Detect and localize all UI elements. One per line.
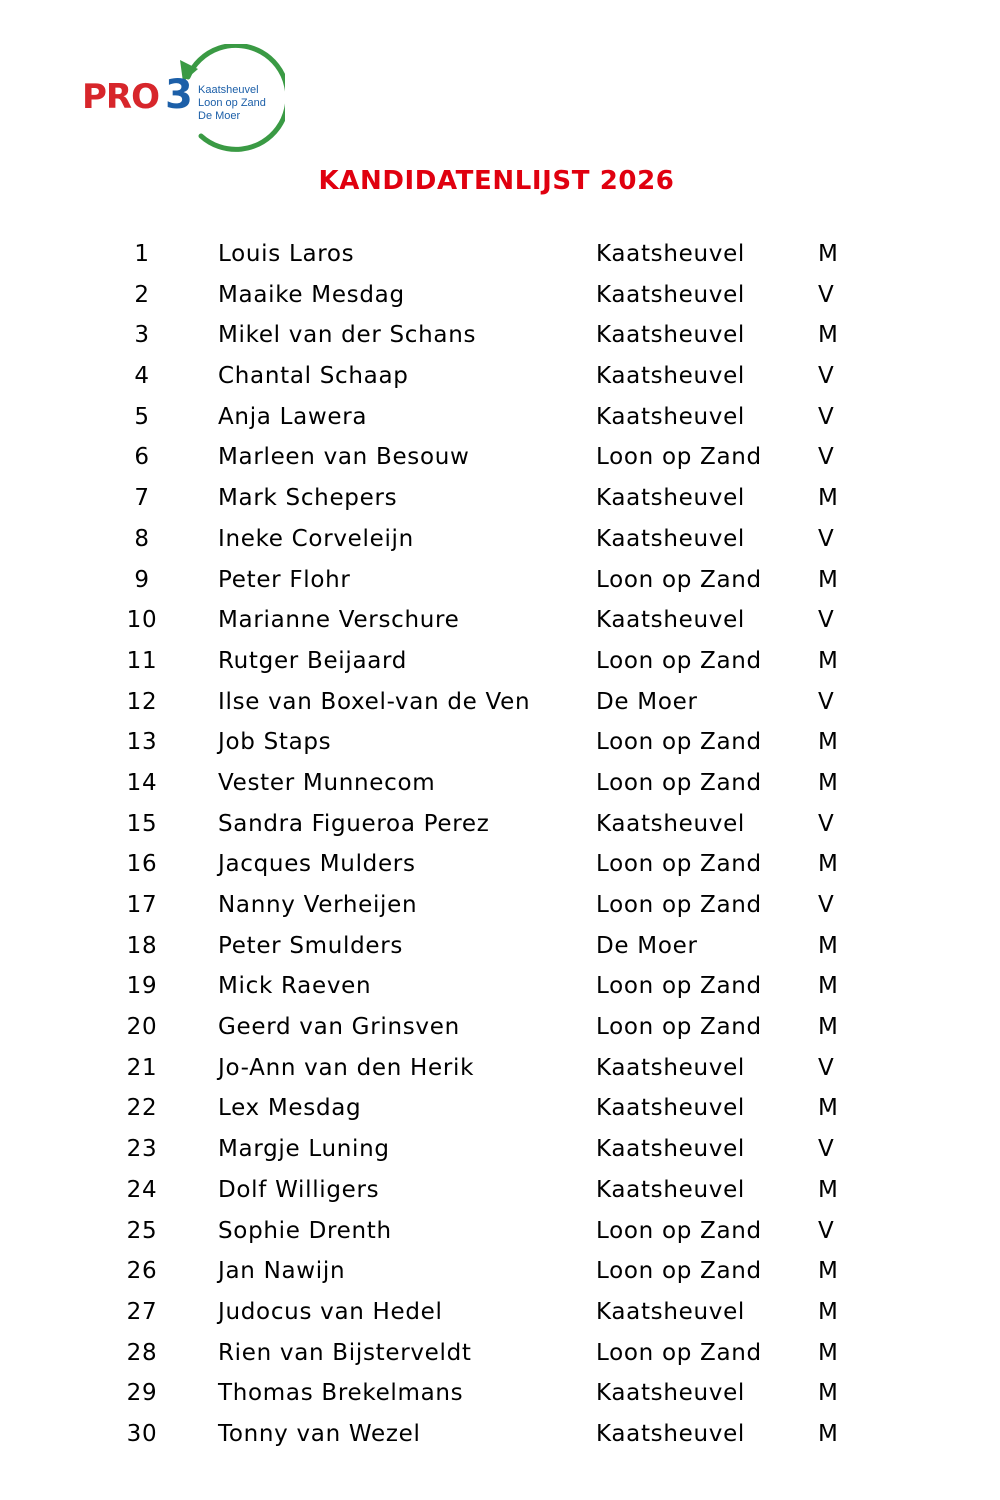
- candidate-name: Jo-Ann van den Herik: [218, 1054, 475, 1081]
- candidate-gender: V: [818, 892, 835, 918]
- candidate-number: 10: [126, 607, 158, 634]
- candidate-number: 5: [134, 403, 150, 430]
- candidate-row: [0, 519, 1000, 560]
- candidate-row: [0, 885, 1000, 926]
- candidate-row: [0, 763, 1000, 804]
- candidate-gender: M: [818, 1420, 839, 1447]
- candidate-row: [0, 722, 1000, 763]
- candidate-gender: V: [818, 444, 835, 471]
- candidate-place: De Moer: [596, 688, 698, 715]
- candidate-gender: V: [818, 688, 835, 715]
- candidate-place: Kaatsheuvel: [596, 607, 746, 634]
- candidate-row: [0, 926, 1000, 967]
- candidate-place: Kaatsheuvel: [596, 403, 746, 430]
- candidate-row: [0, 641, 1000, 682]
- candidate-number: 29: [126, 1380, 158, 1407]
- candidate-number: 8: [134, 525, 150, 552]
- candidate-gender: M: [818, 729, 839, 756]
- candidate-gender: V: [818, 363, 835, 390]
- candidate-row: [0, 234, 1000, 275]
- candidate-row: [0, 560, 1000, 601]
- candidate-place: De Moer: [596, 932, 698, 959]
- candidate-row: [0, 1251, 1000, 1292]
- candidate-number: 7: [134, 485, 150, 512]
- candidate-row: [0, 600, 1000, 641]
- candidate-gender: V: [818, 403, 835, 430]
- candidate-number: 26: [126, 1258, 158, 1285]
- candidate-place: Loon op Zand: [596, 1258, 762, 1285]
- candidate-name: Mick Raeven: [218, 973, 372, 1000]
- candidate-number: 2: [134, 281, 150, 308]
- candidate-name: Mikel van der Schans: [218, 322, 477, 349]
- candidate-name: Judocus van Hedel: [218, 1298, 443, 1325]
- candidate-name: Jan Nawijn: [218, 1258, 346, 1285]
- candidate-gender: V: [818, 607, 835, 634]
- candidate-gender: M: [818, 647, 839, 674]
- candidate-gender: M: [818, 1014, 839, 1041]
- candidate-name: Maaike Mesdag: [218, 281, 405, 308]
- candidate-gender: V: [818, 281, 835, 308]
- candidate-name: Nanny Verheijen: [218, 892, 418, 918]
- logo-pro-text: PRO: [82, 77, 160, 117]
- candidate-row: [0, 478, 1000, 519]
- candidate-name: Louis Laros: [218, 241, 355, 267]
- candidate-name: Anja Lawera: [218, 403, 368, 430]
- candidate-number: 25: [126, 1217, 158, 1244]
- logo-place-de-moer: De Moer: [198, 110, 241, 122]
- candidate-gender: V: [818, 1217, 835, 1244]
- candidate-row: [0, 356, 1000, 397]
- candidate-row: [0, 682, 1000, 723]
- candidate-place: Kaatsheuvel: [596, 1176, 746, 1203]
- candidate-number: 27: [126, 1298, 158, 1325]
- candidate-row: [0, 397, 1000, 438]
- candidate-name: Tonny van Wezel: [218, 1420, 421, 1447]
- candidate-number: 13: [126, 729, 158, 756]
- candidate-gender: V: [818, 525, 835, 552]
- candidate-number: 22: [126, 1095, 158, 1122]
- candidate-name: Mark Schepers: [218, 485, 398, 512]
- candidate-number: 6: [134, 444, 150, 471]
- candidate-place: Loon op Zand: [596, 647, 762, 674]
- candidate-row: [0, 1129, 1000, 1170]
- candidate-gender: V: [818, 1136, 835, 1163]
- candidate-row: [0, 1211, 1000, 1252]
- logo-place-kaatsheuvel: Kaatsheuvel: [198, 84, 259, 96]
- candidate-gender: M: [818, 322, 839, 349]
- candidate-name: Rutger Beijaard: [218, 647, 408, 674]
- candidate-number: 21: [126, 1054, 158, 1081]
- candidate-row: [0, 275, 1000, 316]
- candidate-gender: M: [818, 973, 839, 1000]
- candidate-number: 1: [134, 241, 150, 267]
- candidate-number: 20: [126, 1014, 158, 1041]
- candidate-place: Kaatsheuvel: [596, 810, 746, 837]
- candidate-number: 16: [126, 851, 158, 878]
- candidate-name: Sophie Drenth: [218, 1217, 392, 1244]
- candidate-name: Ilse van Boxel-van de Ven: [218, 688, 531, 715]
- candidate-place: Loon op Zand: [596, 1014, 762, 1041]
- candidate-place: Loon op Zand: [596, 1217, 762, 1244]
- candidate-gender: M: [818, 769, 839, 796]
- candidate-place: Loon op Zand: [596, 444, 762, 471]
- candidate-name: Margje Luning: [218, 1136, 390, 1163]
- candidate-row: [0, 804, 1000, 845]
- pro3-logo: [80, 44, 285, 160]
- candidate-row: [0, 1007, 1000, 1048]
- candidate-name: Rien van Bijsterveldt: [218, 1339, 472, 1366]
- candidate-gender: M: [818, 1095, 839, 1122]
- candidate-gender: M: [818, 932, 839, 959]
- logo-place-loon-op-zand: Loon op Zand: [198, 97, 266, 109]
- candidate-gender: V: [818, 810, 835, 837]
- candidate-number: 18: [126, 932, 158, 959]
- candidate-place: Kaatsheuvel: [596, 1420, 746, 1447]
- candidate-name: Marianne Verschure: [218, 607, 460, 634]
- candidate-place: Kaatsheuvel: [596, 363, 746, 390]
- candidate-number: 30: [126, 1420, 158, 1447]
- candidate-number: 4: [134, 363, 150, 390]
- candidate-number: 3: [134, 322, 150, 349]
- candidate-place: Kaatsheuvel: [596, 322, 746, 349]
- candidate-place: Loon op Zand: [596, 729, 762, 756]
- candidate-row: [0, 844, 1000, 885]
- candidate-place: Loon op Zand: [596, 851, 762, 878]
- candidate-name: Jacques Mulders: [218, 851, 416, 878]
- candidate-name: Marleen van Besouw: [218, 444, 470, 471]
- logo-three-text: 3: [165, 72, 193, 118]
- candidate-number: 23: [126, 1136, 158, 1163]
- candidate-gender: M: [818, 241, 839, 267]
- candidate-number: 28: [126, 1339, 158, 1366]
- candidate-place: Loon op Zand: [596, 1339, 762, 1366]
- candidate-row: [0, 1088, 1000, 1129]
- candidate-name: Vester Munnecom: [218, 769, 436, 796]
- candidate-place: Kaatsheuvel: [596, 1380, 746, 1407]
- candidate-number: 17: [126, 892, 158, 918]
- candidate-row: [0, 315, 1000, 356]
- candidate-place: Kaatsheuvel: [596, 1095, 746, 1122]
- candidate-place: Kaatsheuvel: [596, 1054, 746, 1081]
- candidate-row: [0, 1333, 1000, 1374]
- candidate-place: Loon op Zand: [596, 769, 762, 796]
- candidate-place: Kaatsheuvel: [596, 1136, 746, 1163]
- candidate-place: Loon op Zand: [596, 973, 762, 1000]
- candidate-name: Thomas Brekelmans: [218, 1380, 464, 1407]
- candidate-name: Sandra Figueroa Perez: [218, 810, 490, 837]
- candidate-gender: V: [818, 1054, 835, 1081]
- candidate-row: [0, 966, 1000, 1007]
- candidate-name: Lex Mesdag: [218, 1095, 362, 1122]
- candidate-gender: M: [818, 485, 839, 512]
- candidate-gender: M: [818, 851, 839, 878]
- candidate-row: [0, 1414, 1000, 1455]
- candidate-number: 24: [126, 1176, 158, 1203]
- candidate-place: Kaatsheuvel: [596, 525, 746, 552]
- candidate-gender: M: [818, 566, 839, 593]
- candidate-gender: M: [818, 1380, 839, 1407]
- candidate-place: Loon op Zand: [596, 566, 762, 593]
- candidate-number: 19: [126, 973, 158, 1000]
- candidate-gender: M: [818, 1298, 839, 1325]
- candidate-number: 9: [134, 566, 150, 593]
- candidate-place: Kaatsheuvel: [596, 281, 746, 308]
- candidate-name: Chantal Schaap: [218, 363, 409, 390]
- candidate-number: 15: [126, 810, 158, 837]
- candidate-list: [0, 234, 1000, 1455]
- candidate-place: Kaatsheuvel: [596, 241, 746, 267]
- candidate-row: [0, 1170, 1000, 1211]
- candidate-row: [0, 1373, 1000, 1414]
- candidate-gender: M: [818, 1176, 839, 1203]
- candidate-number: 14: [126, 769, 158, 796]
- candidate-place: Kaatsheuvel: [596, 485, 746, 512]
- candidate-name: Ineke Corveleijn: [218, 525, 414, 552]
- candidate-row: [0, 1048, 1000, 1089]
- candidate-number: 11: [126, 647, 158, 674]
- candidate-name: Peter Smulders: [218, 932, 404, 959]
- candidate-gender: M: [818, 1258, 839, 1285]
- candidate-number: 12: [126, 688, 158, 715]
- candidate-place: Kaatsheuvel: [596, 1298, 746, 1325]
- candidate-place: Loon op Zand: [596, 892, 762, 918]
- candidate-gender: M: [818, 1339, 839, 1366]
- candidate-name: Geerd van Grinsven: [218, 1014, 460, 1041]
- page-title: KANDIDATENLIJST 2026: [318, 166, 675, 196]
- candidate-name: Dolf Willigers: [218, 1176, 380, 1203]
- candidate-name: Job Staps: [218, 729, 332, 756]
- candidate-row: [0, 1292, 1000, 1333]
- candidate-name: Peter Flohr: [218, 566, 351, 593]
- candidate-row: [0, 437, 1000, 478]
